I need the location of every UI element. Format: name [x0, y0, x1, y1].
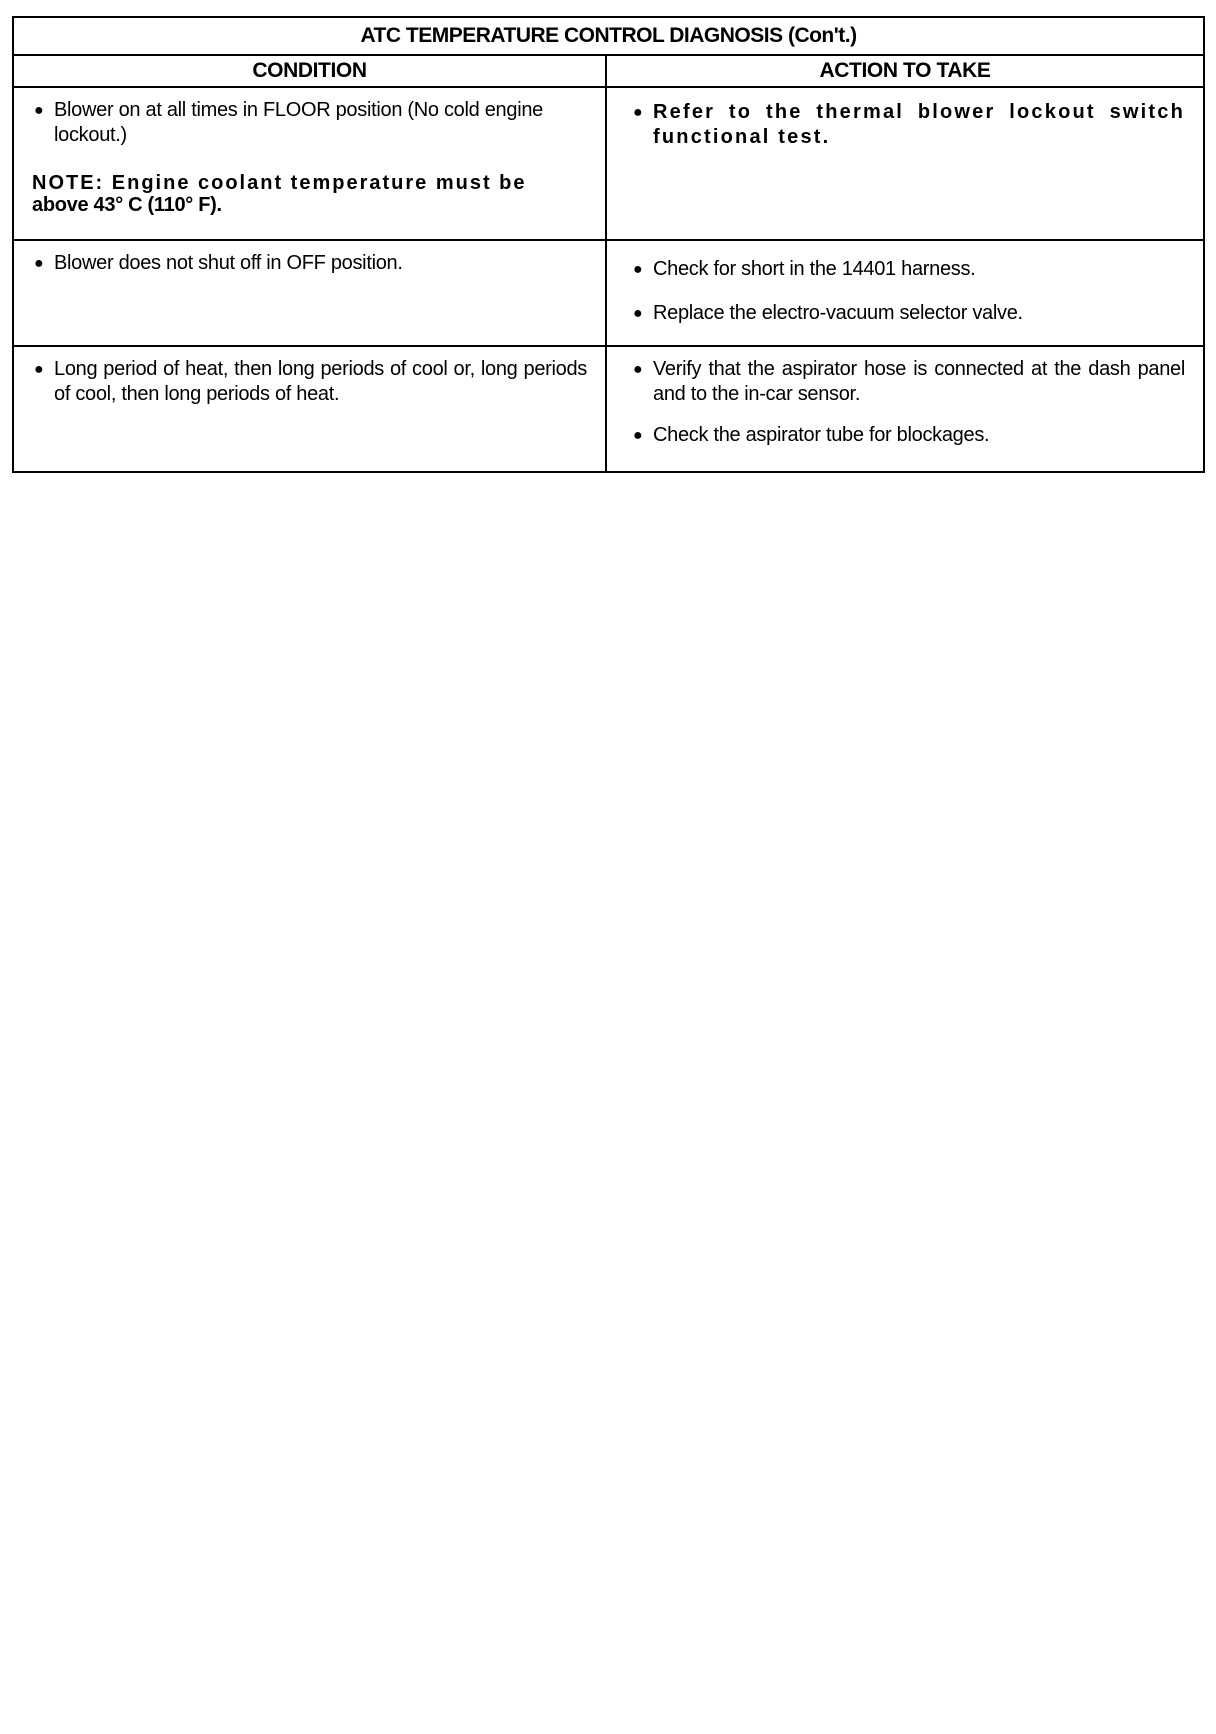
- bullet-icon: ●: [633, 261, 643, 278]
- action-item: ● Refer to the thermal blower lockout switch functional test.: [633, 101, 1186, 148]
- action-item: ● Check for short in the 14401 harness.: [633, 258, 976, 280]
- condition-cell: [13, 87, 606, 240]
- bullet-icon: ●: [34, 361, 44, 378]
- bullet-icon: ●: [633, 305, 643, 322]
- condition-cell: [13, 240, 606, 346]
- condition-item: ● Long period of heat, then long periods of cool or, long periods of cool, then long periods of heat.: [34, 358, 587, 405]
- bullet-icon: ●: [633, 427, 643, 444]
- table-title: ATC TEMPERATURE CONTROL DIAGNOSIS (Con't.): [13, 17, 1204, 55]
- condition-header: CONDITION: [13, 55, 606, 87]
- table-row: [13, 240, 1204, 346]
- condition-cell: [13, 346, 606, 472]
- table-row: [13, 346, 1204, 472]
- note-text: NOTE: Engine coolant temperature must be above 43° C (110° F).: [32, 172, 527, 216]
- table-row: [13, 87, 1204, 240]
- action-cell: [606, 87, 1204, 240]
- bullet-icon: ●: [34, 102, 44, 119]
- bullet-icon: ●: [34, 255, 44, 272]
- condition-item: ● Blower on at all times in FLOOR position (No cold engine lockout.): [34, 99, 543, 146]
- action-cell: [606, 240, 1204, 346]
- diagnosis-table: [12, 16, 1205, 473]
- action-item: ● Replace the electro-vacuum selector valve.: [633, 302, 1023, 324]
- action-cell: [606, 346, 1204, 472]
- bullet-icon: ●: [633, 104, 645, 121]
- bullet-icon: ●: [633, 361, 643, 378]
- action-item: ● Check the aspirator tube for blockages.: [633, 424, 990, 446]
- condition-item: ● Blower does not shut off in OFF position.: [34, 252, 403, 274]
- action-item: ● Verify that the aspirator hose is connected at the dash panel and to the in-car sensor.: [633, 358, 1186, 405]
- action-header: ACTION TO TAKE: [606, 55, 1204, 87]
